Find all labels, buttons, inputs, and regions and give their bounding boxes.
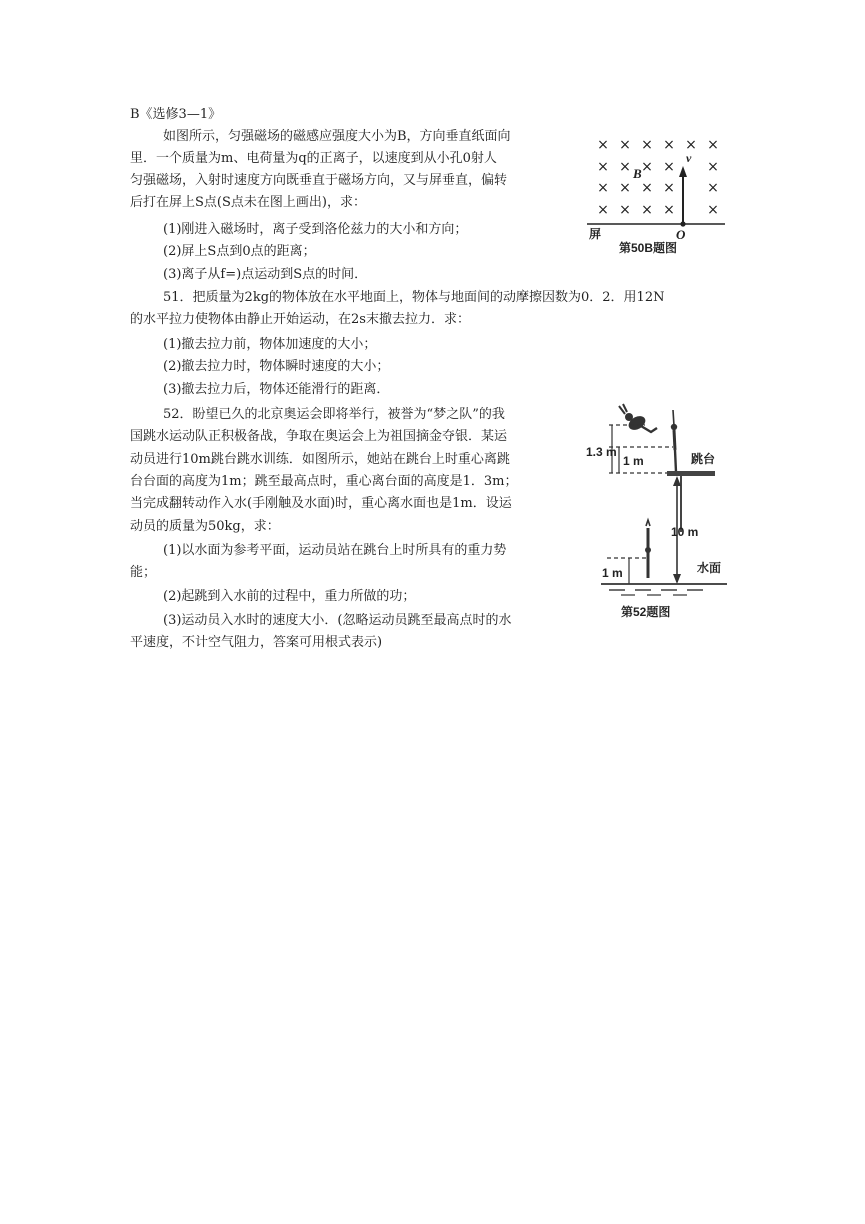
q50b-line: (1)刚进入磁场时，离子受到洛伦兹力的大小和方向； [163,222,468,237]
label-screen: 屏 [589,227,602,241]
label-1-3m: 1.3 m [586,445,617,459]
q52-line: 国跳水运动队正积极备战，争取在奥运会上为祖国摘金夺银．某运 [130,429,508,444]
figure-50b-magnetic-field [585,130,730,258]
field-cross: × [641,180,653,196]
q52-line: 动员的质量为50kg，求： [130,519,280,534]
label-water-surface: 水面 [697,561,722,575]
field-cross: × [597,137,609,153]
field-cross: × [619,159,631,175]
field-cross: × [663,159,675,175]
q52-line: (1)以水面为参考平面，运动员站在跳台上时所具有的重力势 [163,543,507,558]
field-cross: × [707,137,719,153]
label-o: O [676,227,686,242]
field-cross: × [597,202,609,218]
diver-entering-water-icon [645,520,651,578]
q51-line: (3)撤去拉力后，物体还能滑行的距离． [163,382,390,397]
dim-arrow-up [673,476,681,486]
hole-o [680,221,685,226]
field-cross: × [641,137,653,153]
diver-highest-point-icon [619,404,657,433]
q52-line: 平速度，不计空气阻力，答案可用根式表示) [130,635,383,650]
field-cross: × [619,202,631,218]
q52-line: (3)运动员入水时的速度大小．(忽略运动员跳至最高点时的水 [163,613,512,628]
q52-line: 台台面的高度为1m；跳至最高点时，重心离台面的高度是1．3m； [130,474,518,489]
q50b-line: 后打在屏上S点(S点未在图上画出)，求： [130,195,366,210]
q51-line: 51．把质量为2kg的物体放在水平地面上，物体与地面间的动摩擦因数为0．2．用12N [163,290,665,305]
field-cross: × [663,202,675,218]
q52-line: 52．盼望已久的北京奥运会即将举行，被誉为“梦之队”的我 [163,407,505,422]
q50b-line: (2)屏上S点到0点的距离； [163,244,316,259]
label-b: B [633,166,642,181]
figure-52-diving [585,402,735,624]
label-1m-bottom: 1 m [602,566,623,580]
field-cross: × [597,159,609,175]
field-cross: × [663,137,675,153]
q50b-line: 如图所示，匀强磁场的磁感应强度大小为B，方向垂直纸面向 [163,129,511,144]
q52-line: (2)起跳到入水前的过程中，重力所做的功； [163,589,416,604]
diving-platform [667,471,715,476]
q50b-line: (3)离子从f=)点运动到S点的时间． [163,267,368,282]
diver-standing-icon [671,410,677,472]
field-cross: × [619,180,631,196]
figure-50b-caption: 第50B题图 [619,241,678,255]
field-cross: × [707,180,719,196]
dim-arrow-down [673,574,681,584]
figure-52-caption: 第52题图 [621,605,671,619]
field-cross: × [707,159,719,175]
magnetic-field-crosses [597,137,719,218]
label-10m: 10 m [671,525,699,539]
q52-line: 当完成翻转动作入水(手刚触及水面)时，重心离水面也是1m．设运 [130,496,512,511]
section-title: B《选修3—1》 [130,107,222,122]
q52-line: 动员进行10m跳台跳水训练．如图所示，她站在跳台上时重心离跳 [130,452,510,467]
field-cross: × [641,159,653,175]
q51-line: (2)撤去拉力时，物体瞬时速度的大小； [163,359,390,374]
field-cross: × [663,180,675,196]
field-cross: × [707,202,719,218]
velocity-arrow-head [679,166,687,177]
field-cross: × [597,180,609,196]
q50b-line: 里．一个质量为m、电荷量为q的正离子，以速度到从小孔0射人 [130,151,497,166]
q51-line: 的水平拉力使物体由静止开始运动，在2s末撤去拉力．求： [130,312,470,327]
q51-line: (1)撤去拉力前，物体加速度的大小； [163,337,377,352]
label-platform: 跳台 [691,452,716,466]
field-cross: × [619,137,631,153]
label-1m-top: 1 m [623,454,644,468]
q50b-line: 匀强磁场，入射时速度方向既垂直于磁场方向，又与屏垂直，偏转 [130,173,508,188]
field-cross: × [641,202,653,218]
q52-line: 能； [130,565,157,580]
field-cross: × [685,137,697,153]
label-v: v [686,151,692,165]
